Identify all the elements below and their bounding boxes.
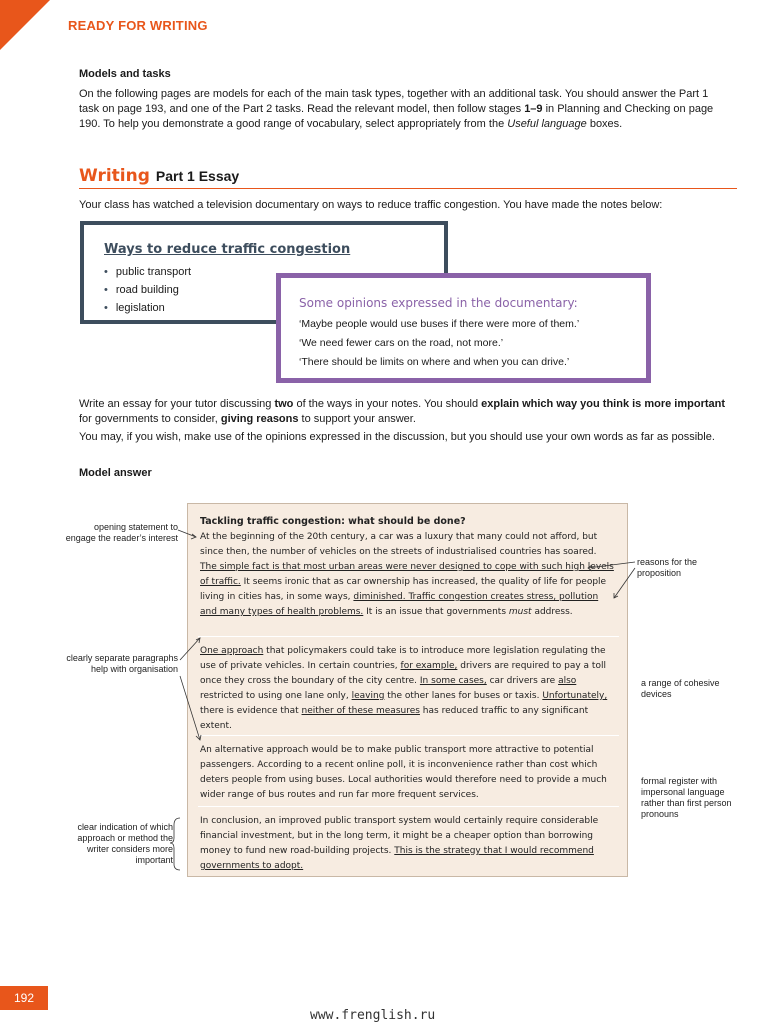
list-item: • legislation [104, 299, 191, 317]
model-paragraph-3: An alternative approach would be to make public transport more attractive to potential passengers. According to a recent online poll, it is inconvenience rather than cost which deters people from using buses. Local authorities would therefore need to provide a much wider range of bus routes and run far more frequent services. [200, 745, 607, 800]
model-paragraph-2: One approach that policymakers could take is to introduce more legislation regulating the use of private vehicles. In certain countries, for example, drivers are required to pay a toll once they cross the boundary of the city centre. In some cases, car drivers are also restricted to using one lane only, leaving the other lanes for buses or taxis. Unfortunately, there is evidence that neither of these measures has reduced traffic to any significant extent. [200, 646, 608, 731]
section-title: Models and tasks [79, 68, 171, 80]
model-paragraph-4: In conclusion, an improved public transport system would certainly require considerable financial investment, but in the long term, it might be a cheaper option than borrowing money to fund new road-building projects. This is the strategy that I would recommend governments to adopt. [200, 816, 599, 871]
annotation-paragraphs: clearly separate paragraphs help with organisation [66, 653, 178, 674]
opinion-quote: ‘There should be limits on where and when you can drive.’ [299, 356, 570, 368]
instructions-note: You may, if you wish, make use of the opinions expressed in the discussion, but you should use your own words as far as possible. [79, 431, 715, 443]
intro-paragraph: On the following pages are models for each of the main task types, together with an additional task. You should answer the Part 1 task on page 193, and one of the Part 2 tasks. Read the relevant model, then follow stages 1–9 in Planning and Checking on page 190. To help you demonstrate a good range of vocabulary, select appropriately from the Useful language boxes. [79, 88, 714, 130]
arrow-paragraph-a [180, 638, 200, 660]
opinion-quote: ‘We need fewer cars on the road, not more.’ [299, 337, 504, 349]
annotation-opening-statement: opening statement to engage the reader’s interest [65, 522, 178, 543]
arrow-reason-a [588, 562, 635, 568]
annotation-formal-register: formal register with impersonal language rather than first person pronouns [641, 776, 732, 819]
instructions-paragraph: Write an essay for your tutor discussing two of the ways in your notes. You should explain which way you think is more important for governments to consider, giving reasons to support your answer. [79, 398, 726, 425]
part-label: Part 1 Essay [155, 168, 240, 184]
list-item: • public transport [104, 263, 191, 281]
model-answer-label: Model answer [79, 467, 152, 479]
model-title: Tackling traffic congestion: what should be done? [200, 516, 466, 527]
bracket-conclusion [170, 818, 180, 870]
annotation-clear-indication: clear indication of which approach or method the writer considers more important [77, 822, 173, 865]
writing-label: Writing [79, 166, 150, 186]
task-intro: Your class has watched a television documentary on ways to reduce traffic congestion. You have made the notes below: [79, 199, 663, 211]
annotation-reasons: reasons for the proposition [637, 557, 698, 578]
annotation-cohesive-devices: a range of cohesive devices [641, 678, 720, 699]
arrow-opening [178, 530, 196, 537]
arrow-reason-b [614, 568, 635, 598]
model-paragraph-1: At the beginning of the 20th century, a car was a luxury that many could not afford, but since then, the number of vehicles on the streets of industrialised countries has soared. The simple fact is that most urban areas were never designed to cope with such high levels of traffic. It seems ironic that as car ownership has increased, the quality of life for people living in cities has, in some ways, diminished. Traffic congestion creates stress, pollution and many types of health problems. It is an issue that governments must address. [200, 532, 614, 617]
list-item: • road building [104, 281, 191, 299]
notes-title: Ways to reduce traffic congestion [104, 242, 351, 257]
page-number: 192 [0, 986, 48, 1010]
footer-url: www.frenglish.ru [310, 1008, 436, 1023]
arrow-paragraph-b [180, 676, 200, 740]
running-title: READY FOR WRITING [68, 18, 208, 33]
opinions-title: Some opinions expressed in the documentary: [299, 296, 578, 310]
opinion-quote: ‘Maybe people would use buses if there were more of them.’ [299, 318, 580, 330]
